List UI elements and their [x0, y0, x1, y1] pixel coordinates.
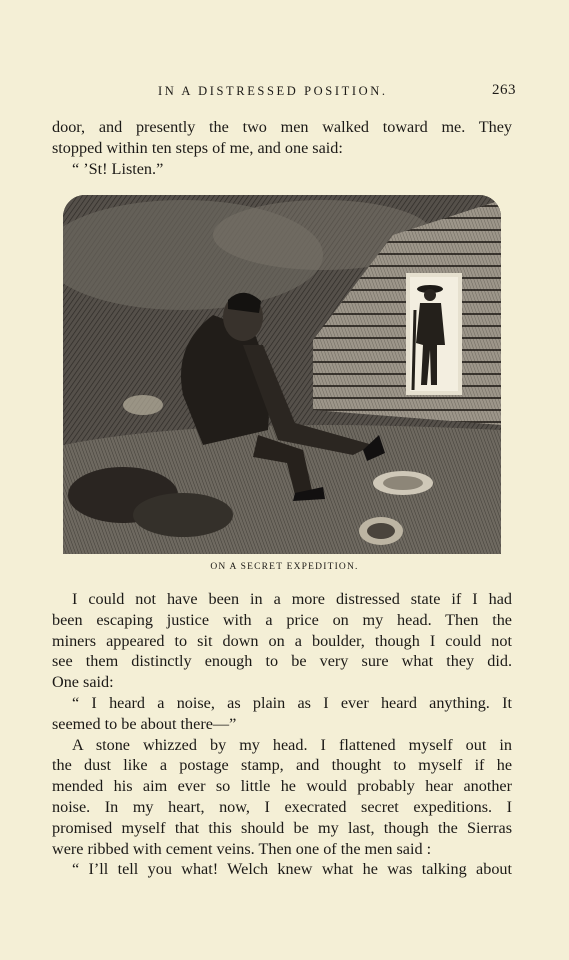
text-line: “ I’ll tell you what! Welch knew what he was talking about	[72, 860, 512, 879]
body-paragraphs	[52, 589, 512, 880]
text-line: were ribbed with cement veins. Then one of the men said :	[52, 839, 432, 858]
text-line: promised myself that this should be my last, though the Sierras	[52, 818, 512, 837]
text-line: stopped within ten steps of me, and one said:	[52, 138, 343, 157]
engraving-image	[63, 195, 501, 554]
text-line: “ ’St! Listen.”	[72, 159, 164, 178]
text-line: noise. In my heart, now, I execrated secret expeditions. I	[52, 797, 512, 816]
text-line: One said:	[52, 673, 114, 692]
text-line: I could not have been in a more distressed state if I had	[72, 590, 512, 608]
text-line: seemed to be about there—”	[52, 714, 237, 733]
illustration	[63, 195, 501, 554]
top-paragraph	[52, 117, 512, 179]
text-line: see them distinctly enough to be very sure what they did.	[52, 652, 512, 671]
running-head-title: IN A DISTRESSED POSITION.	[158, 84, 388, 98]
text-line: miners appeared to sit down on a boulder, though I could not	[52, 631, 512, 650]
text-line: “ I heard a noise, as plain as I ever heard anything. It	[72, 693, 512, 712]
text-line: mended his aim ever so little he would probably hear another	[52, 777, 512, 796]
illustration-caption: ON A SECRET EXPEDITION.	[210, 562, 359, 572]
text-line: A stone whizzed by my head. I flattened myself out in	[72, 735, 512, 754]
text-line: door, and presently the two men walked toward me. They	[52, 118, 512, 136]
text-line: the dust like a postage stamp, and thought to myself if he	[52, 756, 512, 775]
text-line: been escaping justice with a price on my head. Then the	[52, 610, 512, 629]
page-number: 263	[492, 82, 516, 98]
